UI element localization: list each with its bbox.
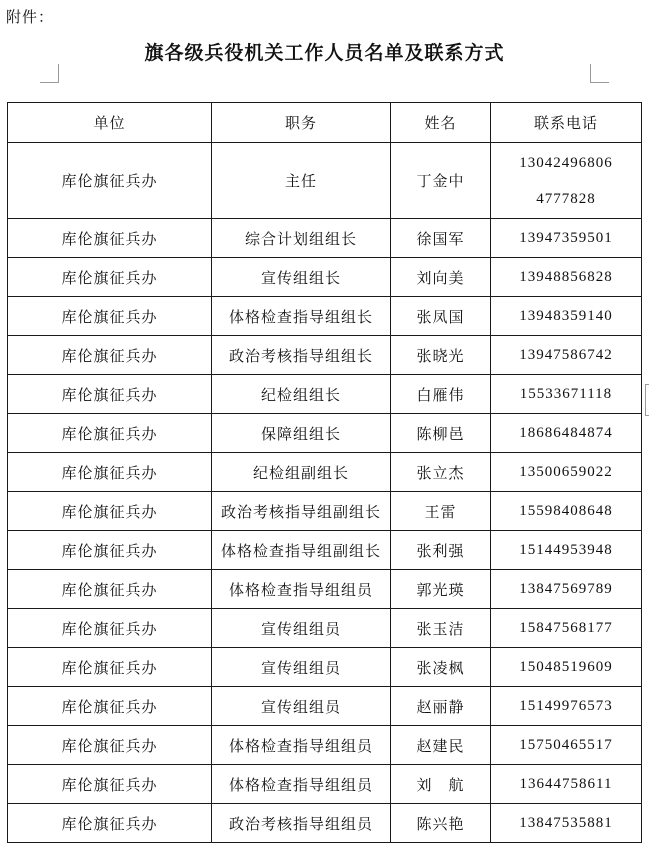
cell-position: 体格检查指导组组长 — [212, 297, 391, 336]
cell-unit: 库伦旗征兵办 — [8, 375, 212, 414]
phone-landline: 4777828 — [536, 190, 596, 207]
cell-position: 政治考核指导组副组长 — [212, 492, 391, 531]
cell-name: 刘向美 — [391, 258, 491, 297]
cell-phone: 15144953948 — [491, 531, 642, 570]
cell-name: 刘 航 — [391, 765, 491, 804]
cell-phone — [491, 143, 642, 219]
table-row — [8, 609, 642, 648]
document-title: 旗各级兵役机关工作人员名单及联系方式 — [144, 42, 505, 64]
table-row — [8, 531, 642, 570]
cell-name: 郭光瑛 — [391, 570, 491, 609]
header-position: 职务 — [212, 103, 391, 143]
cell-unit: 库伦旗征兵办 — [8, 258, 212, 297]
table-row — [8, 219, 642, 258]
cell-position: 宣传组组长 — [212, 258, 391, 297]
cell-phone: 13947586742 — [491, 336, 642, 375]
corner-mark-left — [40, 64, 59, 83]
cell-position: 保障组组长 — [212, 414, 391, 453]
cell-name: 张利强 — [391, 531, 491, 570]
cell-name: 赵建民 — [391, 726, 491, 765]
table-row — [8, 375, 642, 414]
cell-unit: 库伦旗征兵办 — [8, 336, 212, 375]
cell-phone: 15750465517 — [491, 726, 642, 765]
table-row — [8, 143, 642, 219]
cell-name: 王雷 — [391, 492, 491, 531]
cell-phone: 13948359140 — [491, 297, 642, 336]
cell-phone: 15048519609 — [491, 648, 642, 687]
table-row — [8, 804, 642, 843]
cell-phone: 18686484874 — [491, 414, 642, 453]
cell-unit: 库伦旗征兵办 — [8, 648, 212, 687]
cell-position: 主任 — [212, 143, 391, 219]
cell-name: 陈兴艳 — [391, 804, 491, 843]
header-name: 姓名 — [391, 103, 491, 143]
cell-name: 张立杰 — [391, 453, 491, 492]
table-row — [8, 492, 642, 531]
cell-phone: 13948856828 — [491, 258, 642, 297]
cell-position: 宣传组组员 — [212, 609, 391, 648]
cell-position: 体格检查指导组组员 — [212, 765, 391, 804]
cell-unit: 库伦旗征兵办 — [8, 414, 212, 453]
cell-phone: 15149976573 — [491, 687, 642, 726]
cell-phone: 13644758611 — [491, 765, 642, 804]
cell-name: 张玉洁 — [391, 609, 491, 648]
table-row — [8, 570, 642, 609]
cell-unit: 库伦旗征兵办 — [8, 453, 212, 492]
phone-mobile: 13042496806 — [519, 154, 613, 171]
cell-unit: 库伦旗征兵办 — [8, 687, 212, 726]
cell-phone: 15847568177 — [491, 609, 642, 648]
cell-position: 政治考核指导组组长 — [212, 336, 391, 375]
cell-position: 纪检组组长 — [212, 375, 391, 414]
table-row — [8, 414, 642, 453]
attachment-label: 附件： — [6, 8, 55, 26]
staff-contact-table — [7, 102, 642, 843]
table-header-row — [8, 103, 642, 143]
table-row — [8, 453, 642, 492]
cell-name: 徐国军 — [391, 219, 491, 258]
cell-unit: 库伦旗征兵办 — [8, 492, 212, 531]
table-row — [8, 297, 642, 336]
cell-unit: 库伦旗征兵办 — [8, 804, 212, 843]
cell-phone: 13847535881 — [491, 804, 642, 843]
table-row — [8, 726, 642, 765]
cell-position: 宣传组组员 — [212, 687, 391, 726]
table-row — [8, 258, 642, 297]
cell-position: 综合计划组组长 — [212, 219, 391, 258]
cell-unit: 库伦旗征兵办 — [8, 570, 212, 609]
cell-unit: 库伦旗征兵办 — [8, 531, 212, 570]
cell-unit: 库伦旗征兵办 — [8, 765, 212, 804]
cell-name: 张凤国 — [391, 297, 491, 336]
table-row — [8, 765, 642, 804]
cell-phone: 15598408648 — [491, 492, 642, 531]
cell-position: 宣传组组员 — [212, 648, 391, 687]
corner-mark-right — [590, 64, 609, 83]
cell-name: 张凌枫 — [391, 648, 491, 687]
table-row — [8, 687, 642, 726]
header-phone: 联系电话 — [491, 103, 642, 143]
cell-phone: 13947359501 — [491, 219, 642, 258]
cell-position: 纪检组副组长 — [212, 453, 391, 492]
cell-name: 张晓光 — [391, 336, 491, 375]
table-row — [8, 648, 642, 687]
table-row — [8, 336, 642, 375]
cell-position: 体格检查指导组副组长 — [212, 531, 391, 570]
cell-name: 赵丽静 — [391, 687, 491, 726]
cell-position: 体格检查指导组组员 — [212, 570, 391, 609]
cell-unit: 库伦旗征兵办 — [8, 609, 212, 648]
cell-position: 体格检查指导组组员 — [212, 726, 391, 765]
cell-phone: 13500659022 — [491, 453, 642, 492]
cell-name: 白雁伟 — [391, 375, 491, 414]
cell-phone: 13847569789 — [491, 570, 642, 609]
cell-name: 陈柳邑 — [391, 414, 491, 453]
cell-name: 丁金中 — [391, 143, 491, 219]
header-unit: 单位 — [8, 103, 212, 143]
cell-unit: 库伦旗征兵办 — [8, 297, 212, 336]
cell-unit: 库伦旗征兵办 — [8, 219, 212, 258]
page-edge-mark — [645, 384, 649, 416]
cell-phone: 15533671118 — [491, 375, 642, 414]
cell-position: 政治考核指导组组员 — [212, 804, 391, 843]
cell-unit: 库伦旗征兵办 — [8, 143, 212, 219]
cell-unit: 库伦旗征兵办 — [8, 726, 212, 765]
